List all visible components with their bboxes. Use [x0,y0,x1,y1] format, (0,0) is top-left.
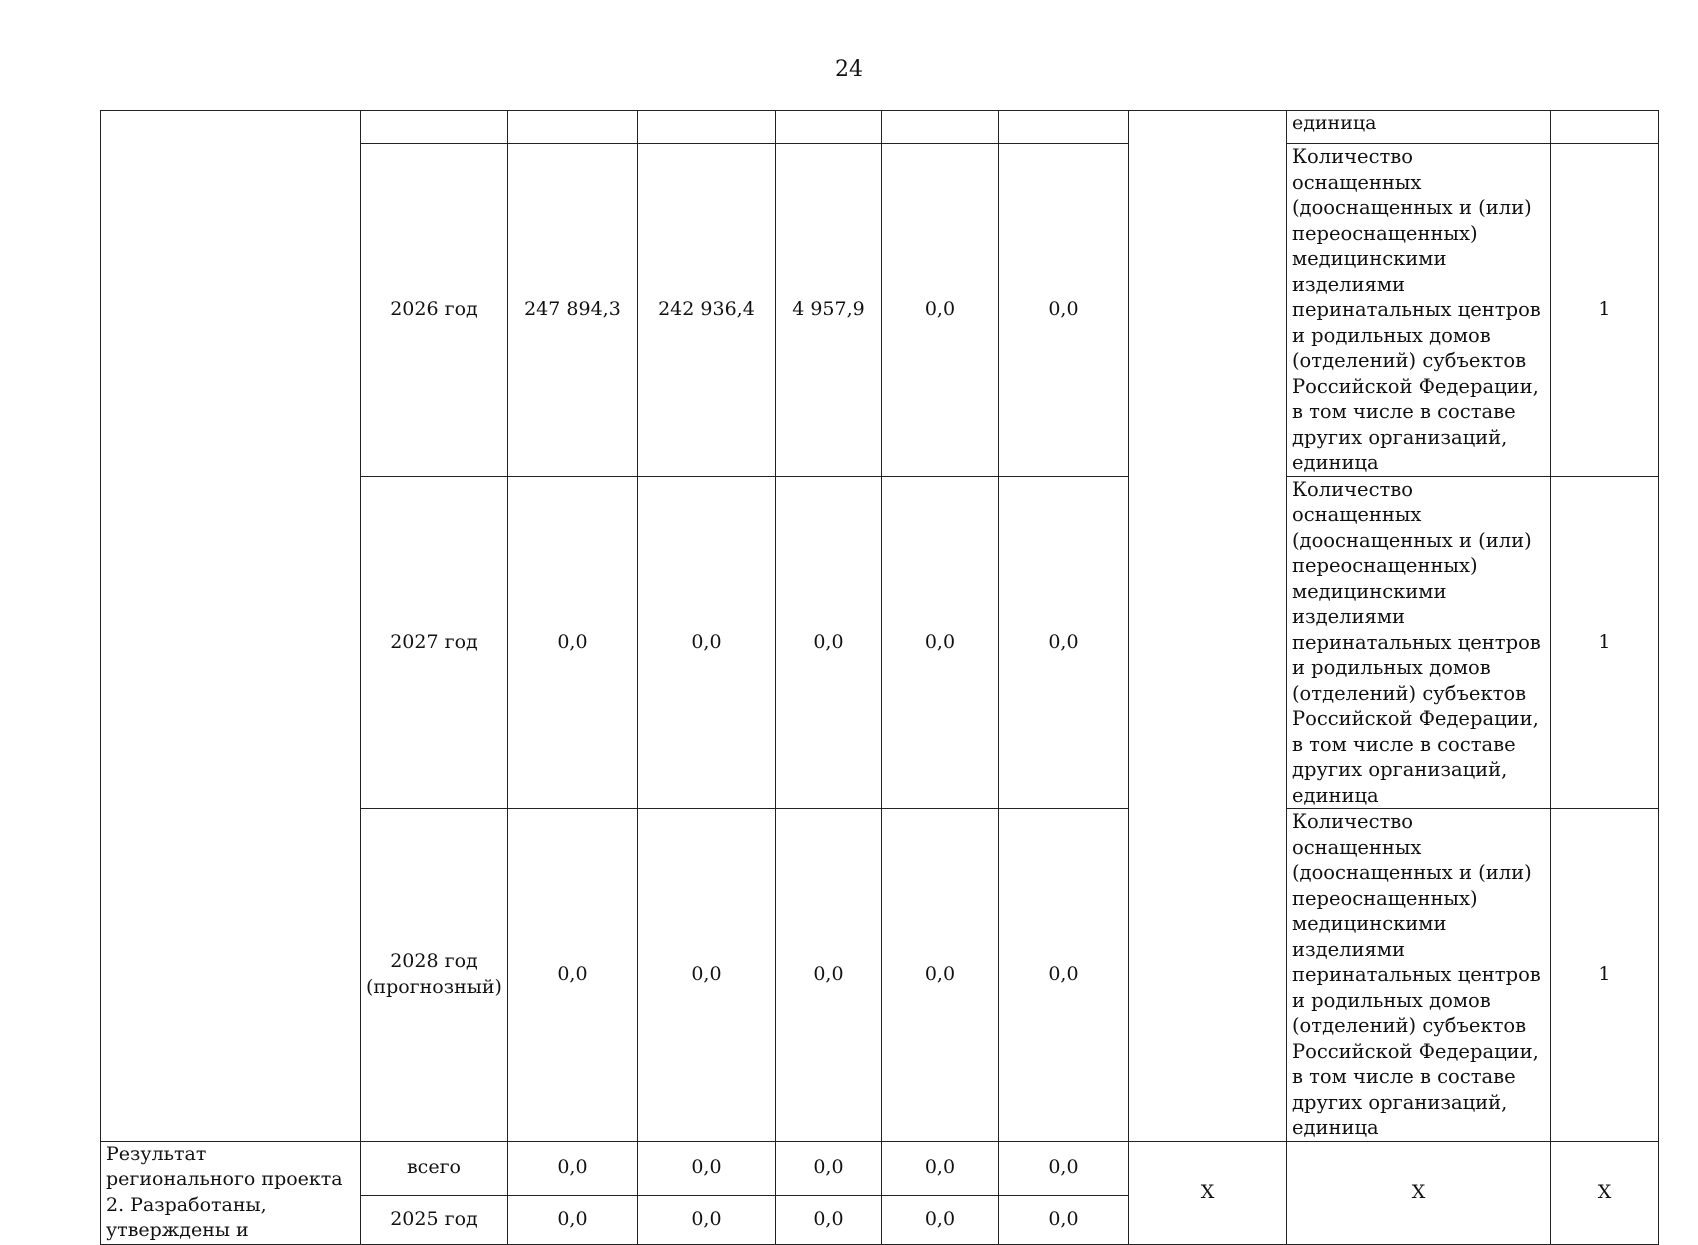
local-budget-cell: 0,0 [881,809,998,1142]
table-row [101,1141,1659,1195]
indicator-cell: единица [1286,111,1550,144]
indicator-cell: Количество оснащенных (дооснащенных и (или) переоснащенных) медицинскими изделиями перинатальных центров и родильных домов (отделений) субъектов Российской Федерации, в том числе в составе других организаций, единица [1286,476,1550,809]
other-sources-cell: 0,0 [998,144,1128,477]
page-number: 24 [835,57,863,82]
total-cell [507,111,637,144]
regional-budget-cell: 0,0 [775,1195,881,1244]
local-budget-cell: 0,0 [881,1195,998,1244]
regional-budget-cell: 4 957,9 [775,144,881,477]
total-cell: 0,0 [507,1141,637,1195]
regional-budget-cell: 0,0 [775,809,881,1142]
total-cell: 247 894,3 [507,144,637,477]
funding-table [100,110,1659,1245]
x-mark-cell: Х [1128,1141,1286,1244]
x-mark-cell: Х [1286,1141,1550,1244]
year-cell [361,111,508,144]
other-sources-cell [998,111,1128,144]
local-budget-cell: 0,0 [881,1141,998,1195]
local-budget-cell: 0,0 [881,144,998,477]
year-cell: всего [361,1141,508,1195]
indicator-value-cell [1550,111,1658,144]
merged-blank-cell [1128,111,1286,1142]
total-cell: 0,0 [507,476,637,809]
result-name-cell: Результат регионального проекта 2. Разработаны, утверждены и [101,1141,361,1244]
federal-budget-cell: 0,0 [637,1195,775,1244]
federal-budget-cell: 0,0 [637,809,775,1142]
regional-budget-cell: 0,0 [775,476,881,809]
local-budget-cell: 0,0 [881,476,998,809]
indicator-value-cell: 1 [1550,476,1658,809]
indicator-value-cell: 1 [1550,809,1658,1142]
indicator-value-cell: 1 [1550,144,1658,477]
indicator-cell: Количество оснащенных (дооснащенных и (или) переоснащенных) медицинскими изделиями перинатальных центров и родильных домов (отделений) субъектов Российской Федерации, в том числе в составе других организаций, единица [1286,144,1550,477]
total-cell: 0,0 [507,809,637,1142]
result-name-cell-continued [101,111,361,1142]
year-cell: 2025 год [361,1195,508,1244]
local-budget-cell [881,111,998,144]
federal-budget-cell: 0,0 [637,1141,775,1195]
regional-budget-cell: 0,0 [775,1141,881,1195]
x-mark-cell: Х [1550,1141,1658,1244]
year-cell: 2026 год [361,144,508,477]
other-sources-cell: 0,0 [998,1195,1128,1244]
federal-budget-cell [637,111,775,144]
year-cell: 2027 год [361,476,508,809]
other-sources-cell: 0,0 [998,1141,1128,1195]
federal-budget-cell: 0,0 [637,476,775,809]
year-cell: 2028 год (прогнозный) [361,809,508,1142]
other-sources-cell: 0,0 [998,809,1128,1142]
total-cell: 0,0 [507,1195,637,1244]
other-sources-cell: 0,0 [998,476,1128,809]
indicator-cell: Количество оснащенных (дооснащенных и (или) переоснащенных) медицинскими изделиями перинатальных центров и родильных домов (отделений) субъектов Российской Федерации, в том числе в составе других организаций, единица [1286,809,1550,1142]
table-row [101,111,1659,144]
federal-budget-cell: 242 936,4 [637,144,775,477]
regional-budget-cell [775,111,881,144]
